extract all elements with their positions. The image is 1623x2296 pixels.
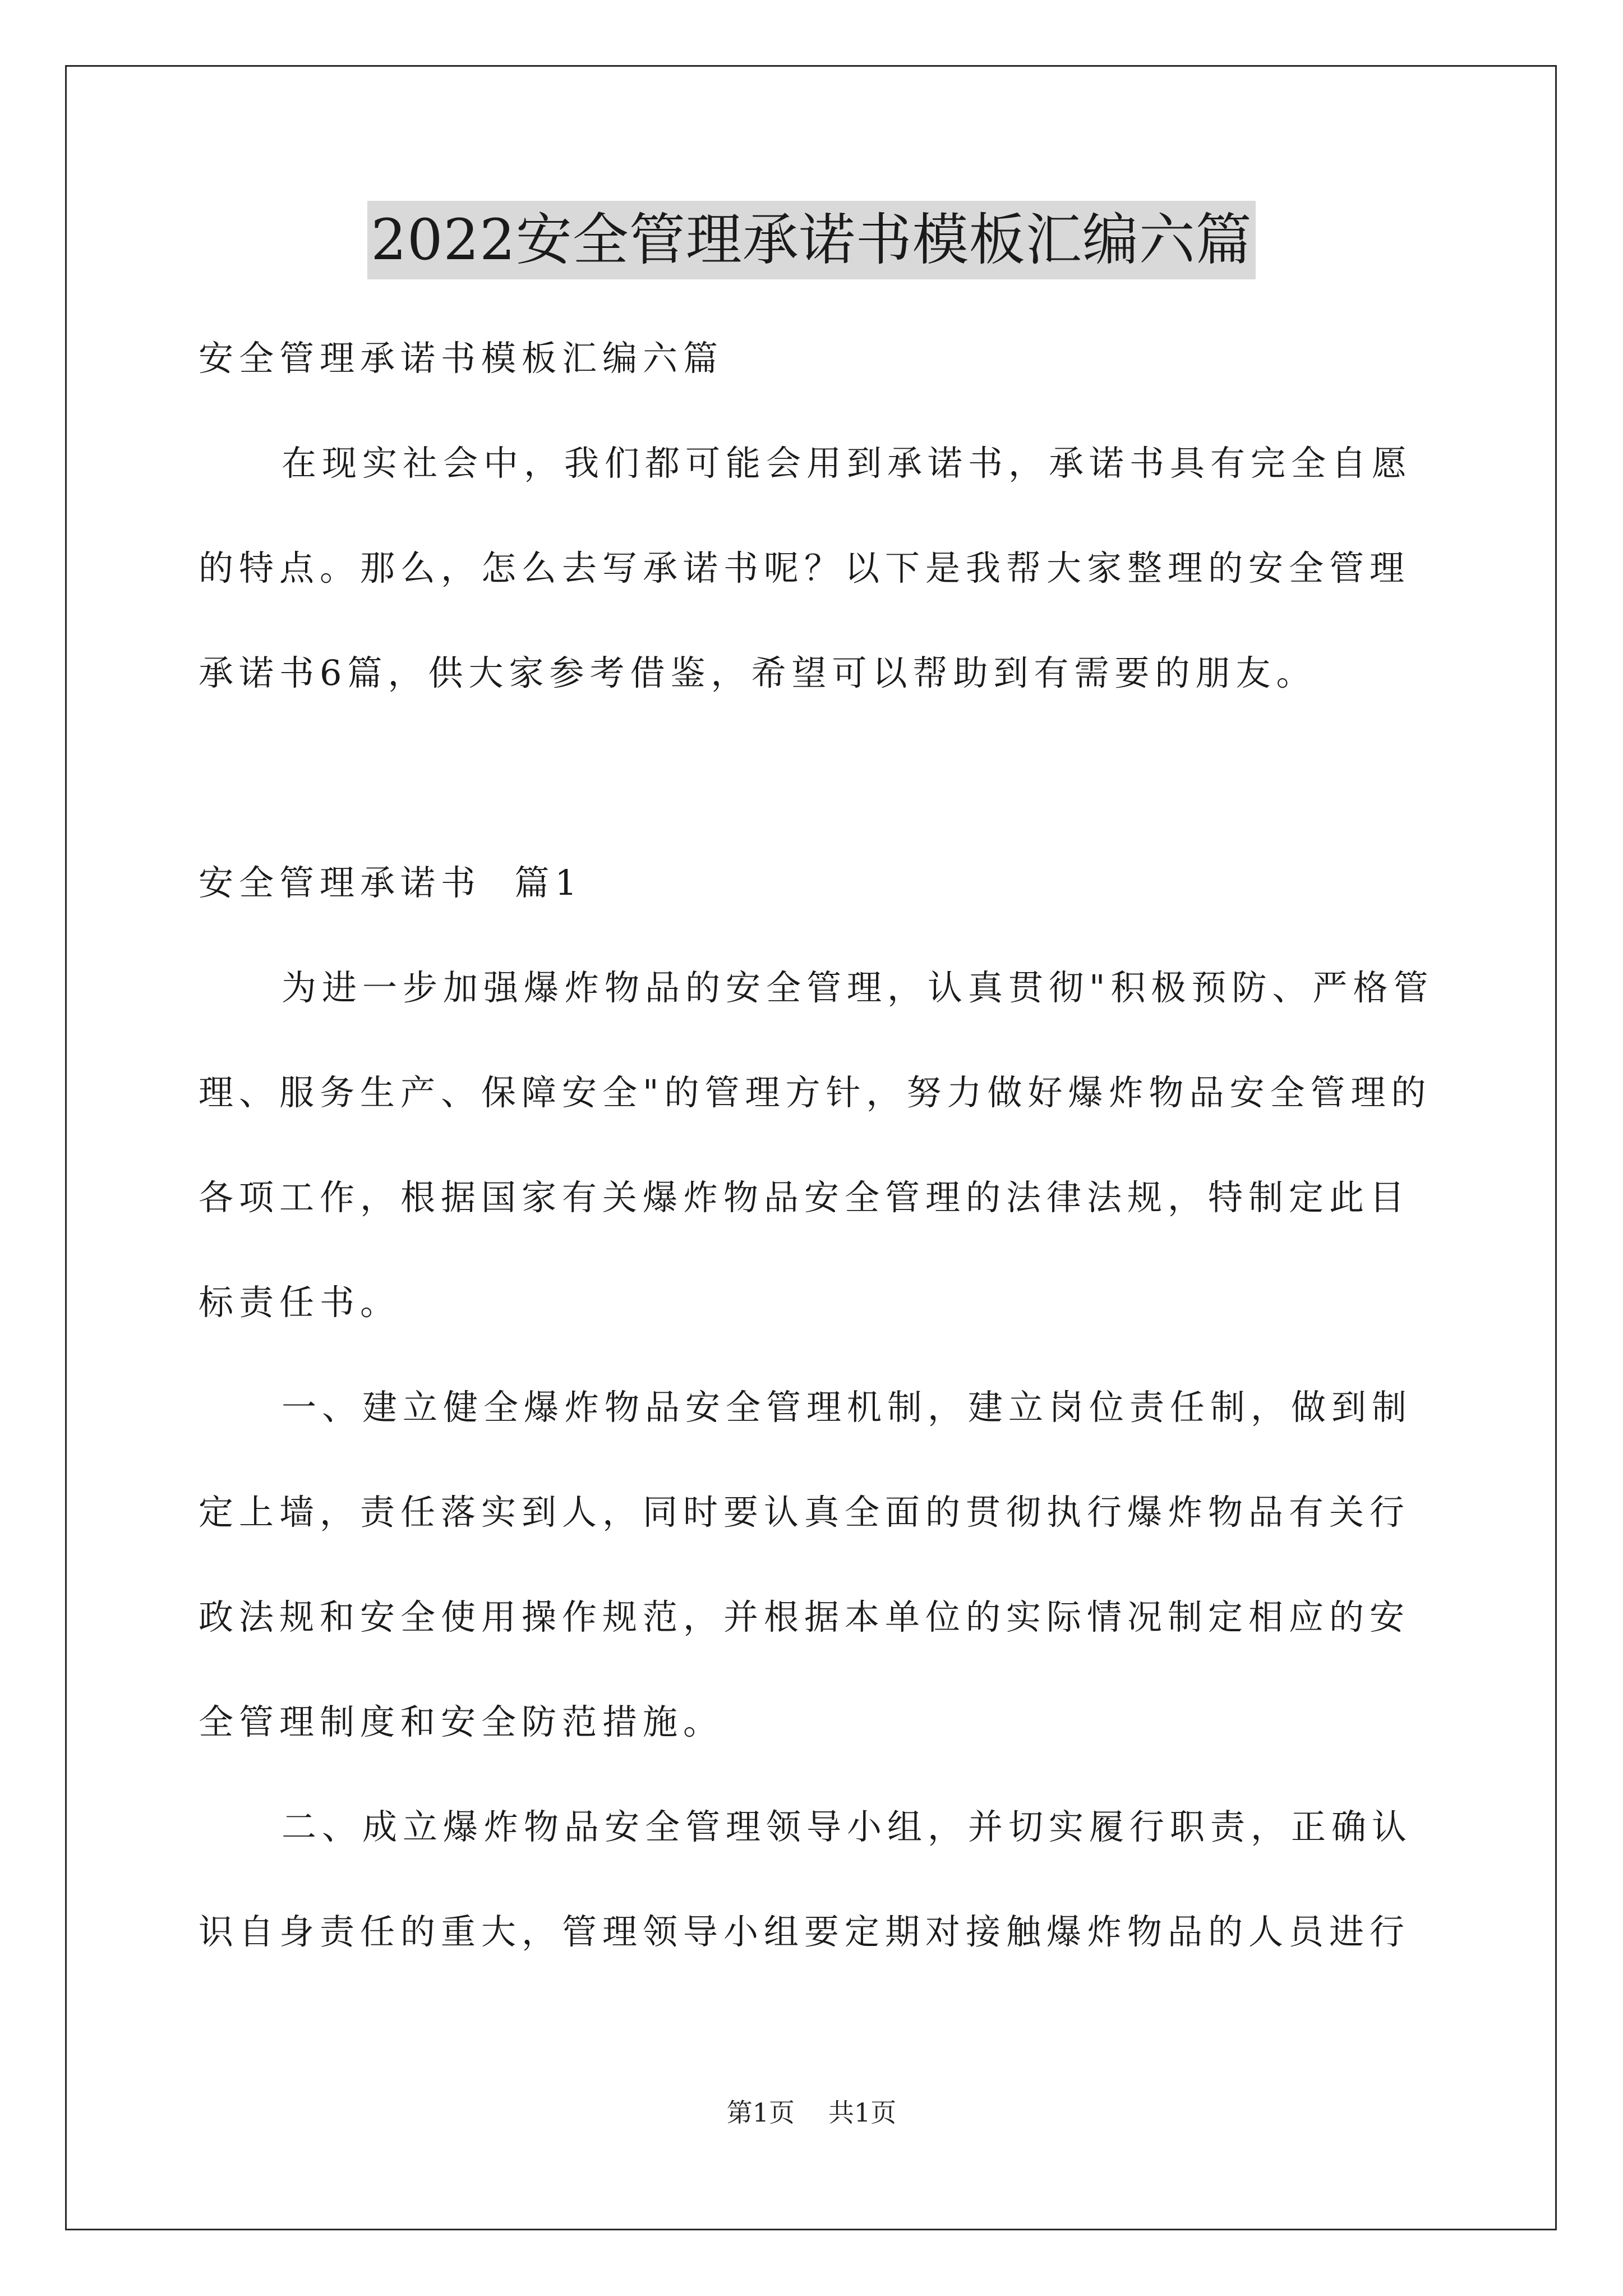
- page-footer: [0, 2092, 1623, 2129]
- paragraph2-line-4: 全管理制度和安全防范措施。: [199, 1701, 724, 1742]
- intro-line-1: 在现实社会中，我们都可能会用到承诺书，承诺书具有完全自愿: [282, 443, 1413, 484]
- paragraph3-line-2: 识自身责任的重大，管理领导小组要定期对接触爆炸物品的人员进行: [199, 1911, 1410, 1952]
- document-title: 2022安全管理承诺书模板汇编六篇: [367, 201, 1256, 279]
- paragraph1-line-2: 理、服务生产、保障安全"的管理方针，努力做好爆炸物品安全管理的: [199, 1072, 1432, 1113]
- section-heading: 安全管理承诺书 篇1: [199, 862, 583, 903]
- paragraph1-line-1: 为进一步加强爆炸物品的安全管理，认真贯彻"积极预防、严格管: [282, 967, 1434, 1008]
- intro-line-3: 承诺书6篇，供大家参考借鉴，希望可以帮助到有需要的朋友。: [199, 652, 1317, 693]
- title-container: [0, 201, 1623, 279]
- blank-line: [199, 725, 1432, 830]
- paragraph3-line-1: 二、成立爆炸物品安全管理领导小组，并切实履行职责，正确认: [282, 1806, 1413, 1847]
- paragraph1-line-4: 标责任书。: [199, 1282, 401, 1323]
- page-number: 第1页: [726, 2097, 795, 2128]
- document-subtitle: 安全管理承诺书模板汇编六篇: [199, 338, 724, 379]
- paragraph2-line-3: 政法规和安全使用操作规范，并根据本单位的实际情况制定相应的安: [199, 1596, 1410, 1637]
- document-body: [199, 306, 1432, 1984]
- paragraph2-line-2: 定上墙，责任落实到人，同时要认真全面的贯彻执行爆炸物品有关行: [199, 1492, 1410, 1533]
- paragraph1-line-3: 各项工作，根据国家有关爆炸物品安全管理的法律法规，特制定此目: [199, 1177, 1410, 1218]
- page-total: 共1页: [828, 2097, 897, 2128]
- intro-line-2: 的特点。那么，怎么去写承诺书呢？以下是我帮大家整理的安全管理: [199, 547, 1410, 588]
- paragraph2-line-1: 一、建立健全爆炸物品安全管理机制，建立岗位责任制，做到制: [282, 1387, 1413, 1428]
